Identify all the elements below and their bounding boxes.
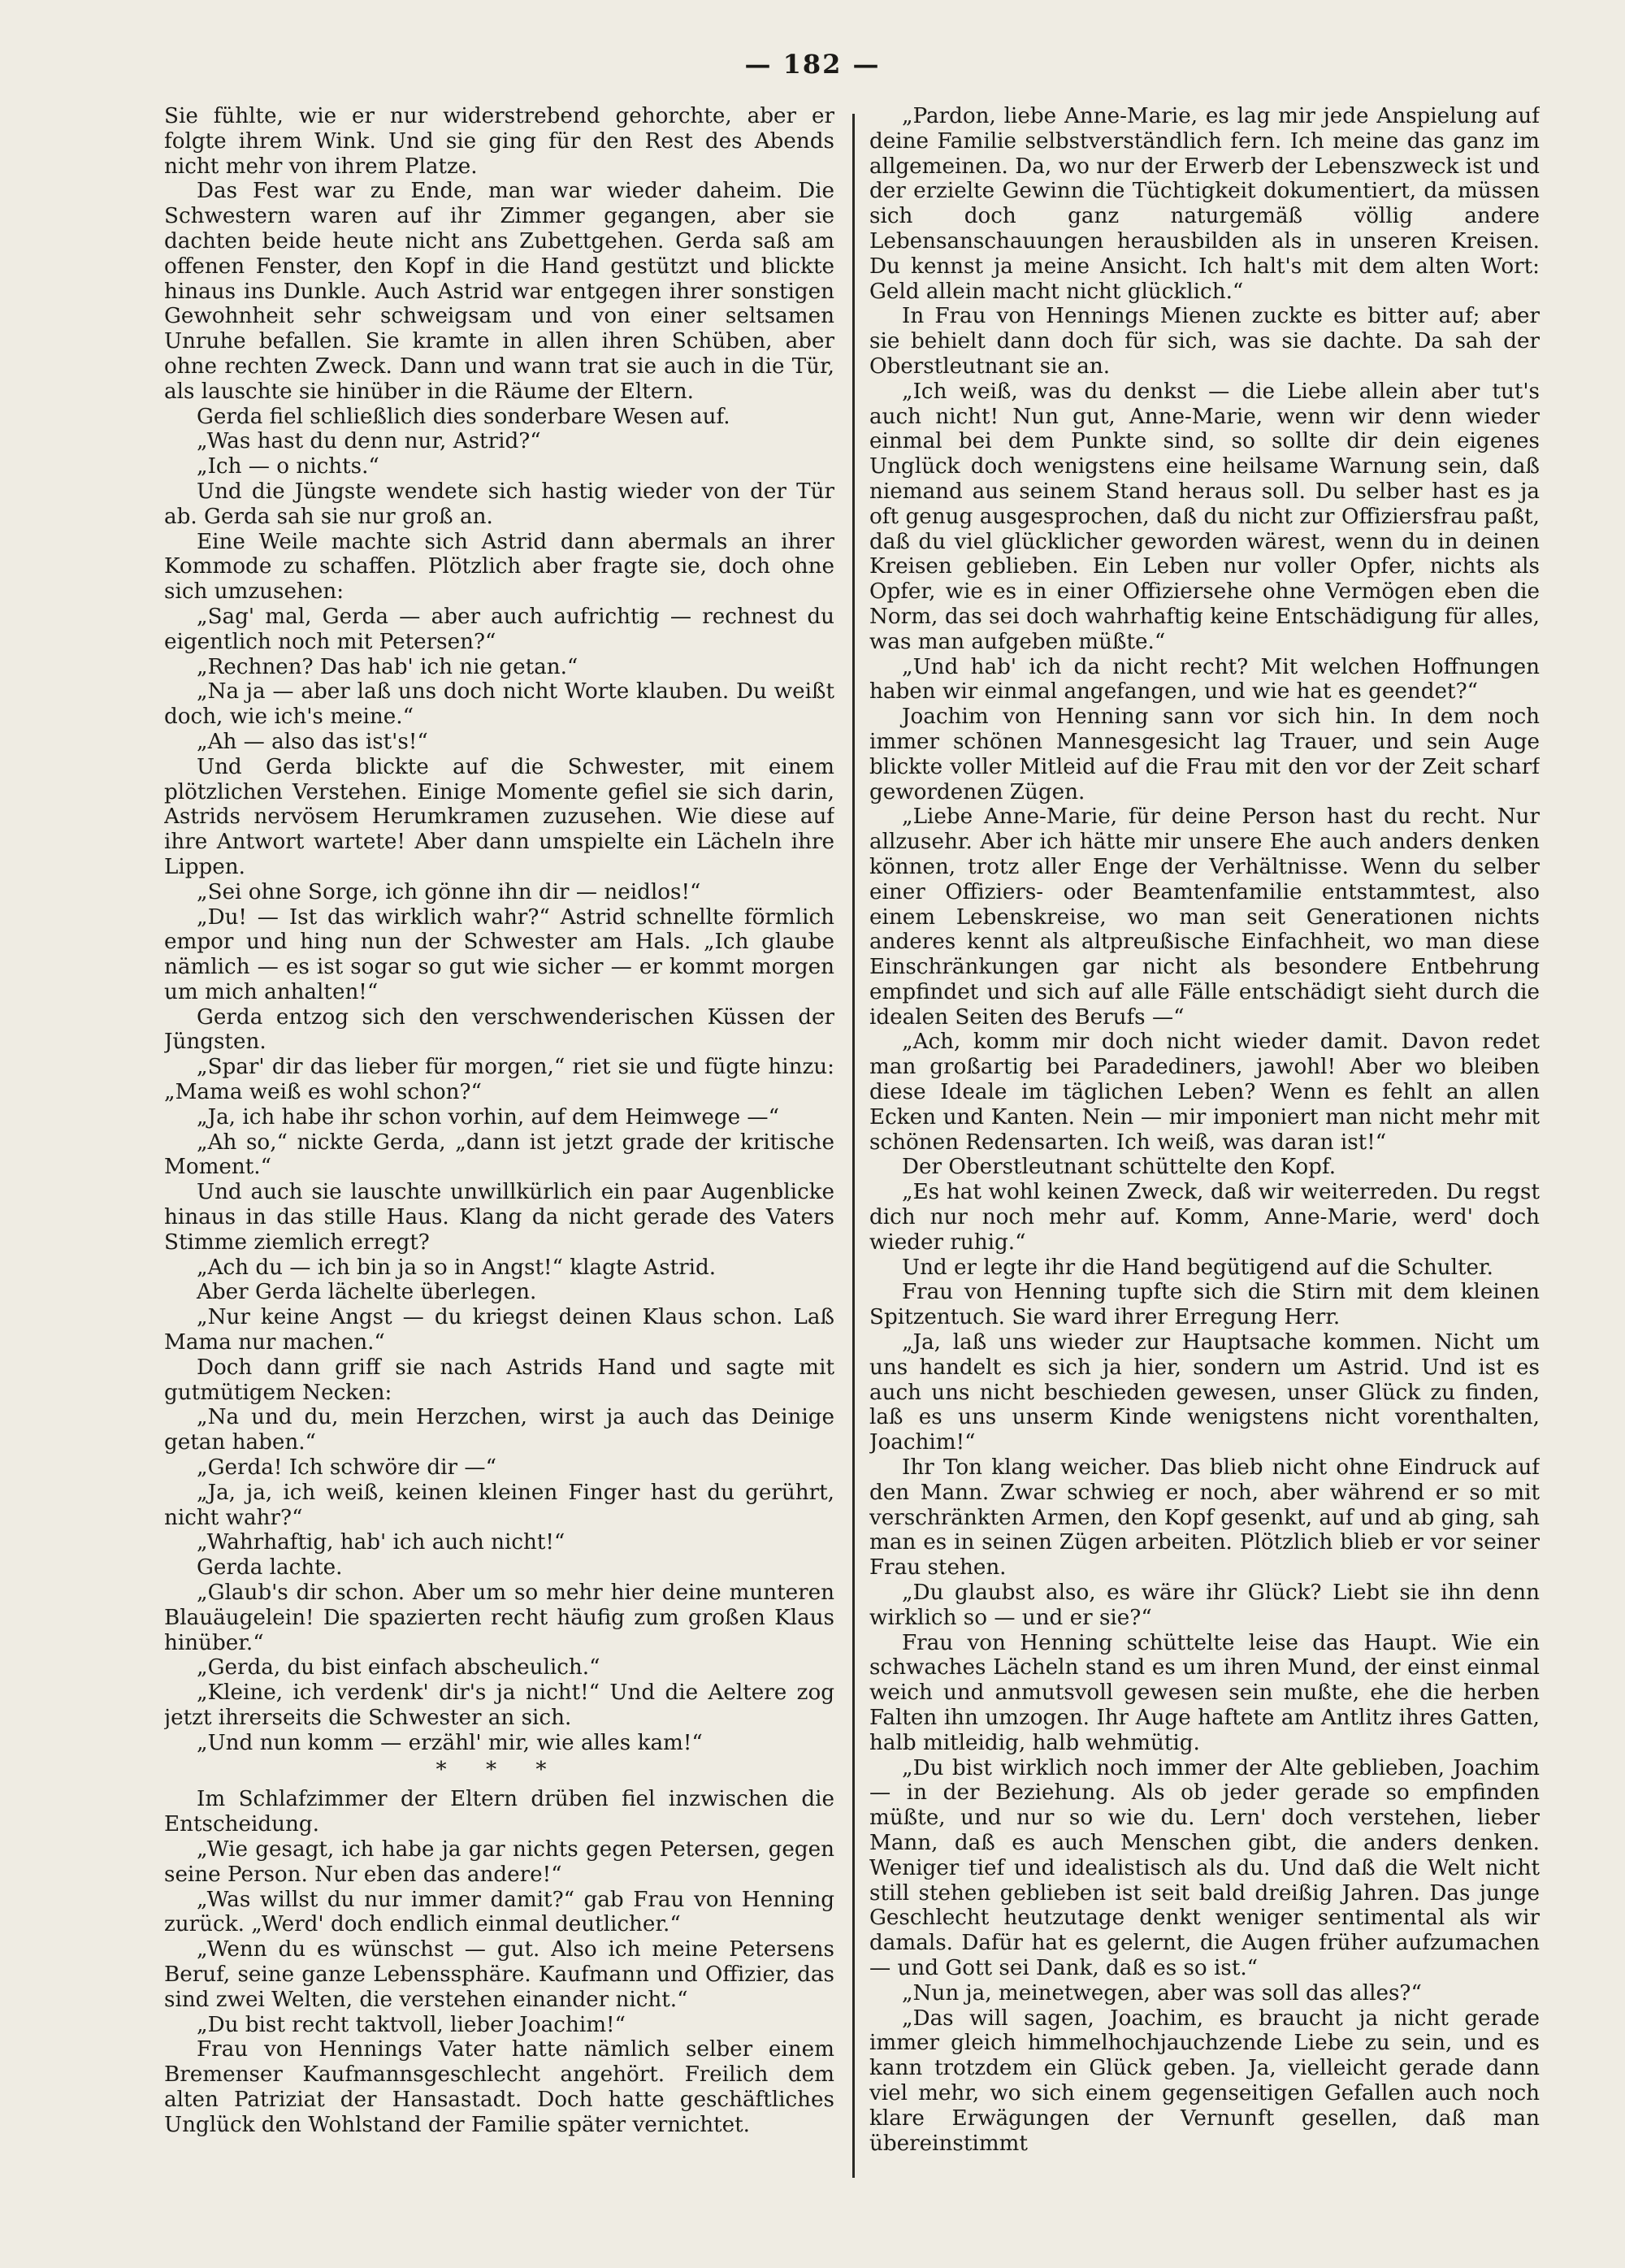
paragraph: Und er legte ihr die Hand begütigend auf die Schulter. (902, 1255, 1493, 1280)
page-number: — 182 — (744, 49, 881, 80)
paragraph: Sie fühlte, wie er nur widerstrebend gehorchte, aber er folgte ihrem Wink. Und sie ging für den Rest des Abends nicht mehr von ihrem Platze. (164, 104, 834, 179)
paragraph: „Ja, laß uns wieder zur Hauptsache kommen. Nicht um uns handelt es sich ja hier, sondern um Astrid. Und ist es auch uns nicht beschieden gewesen, unser Glück zu finden, laß es uns unserm Kinde wenigstens nicht vorenthalten, Joachim!“ (869, 1330, 1540, 1455)
paragraph: „Du! — Ist das wirklich wahr?“ Astrid schnellte förmlich empor und hing nun der Schwester am Hals. „Ich glaube nämlich — es ist sogar so gut wie sicher — er kommt morgen um mich anhalten!“ (164, 904, 834, 1004)
paragraph: „Kleine, ich verdenk' dir's ja nicht!“ Und die Aeltere zog jetzt ihrerseits die Schwester an sich. (164, 1680, 834, 1730)
paragraph: „Es hat wohl keinen Zweck, daß wir weiterreden. Du regst dich nur noch mehr auf. Komm, Anne-Marie, werd' doch wieder ruhig.“ (869, 1180, 1540, 1255)
paragraph: Gerda entzog sich den verschwenderischen Küssen der Jüngsten. (164, 1004, 834, 1055)
paragraph: Ihr Ton klang weicher. Das blieb nicht ohne Eindruck auf den Mann. Zwar schwieg er noch, aber während er so mit verschränkten Armen, den Kopf gesenkt, auf und ab ging, sah man es in seinen Zügen arbeiten. Plötzlich blieb er vor seiner Frau stehen. (869, 1455, 1540, 1581)
paragraph: „Na und du, mein Herzchen, wirst ja auch das Deinige getan haben.“ (164, 1405, 834, 1455)
paragraph: Doch dann griff sie nach Astrids Hand und sagte mit gutmütigem Necken: (164, 1355, 834, 1405)
paragraph: Der Oberstleutnant schüttelte den Kopf. (902, 1155, 1337, 1180)
paragraph: „Ich — o nichts.“ (197, 454, 379, 479)
paragraph: Im Schlafzimmer der Eltern drüben fiel inzwischen die Entscheidung. (164, 1787, 834, 1837)
paragraph: „Liebe Anne-Marie, für deine Person hast du recht. Nur allzusehr. Aber ich hätte mir unsere Ehe auch anders denken können, trotz aller Enge der Verhältnisse. Wenn du selber einer Offiziers- oder Beamtenfamilie entstammtest, also einem Lebenskreise, wo man seit Generationen nichts anderes kennt als altpreußische Einfachheit, wo man diese Einschränkungen gar nicht als besondere Entbehrung empfindet und sich auf alle Fälle entschädigt sieht durch die idealen Seiten des Berufs —“ (869, 804, 1540, 1030)
section-separator: * * * (436, 1757, 563, 1782)
paragraph: Das Fest war zu Ende, man war wieder daheim. Die Schwestern waren auf ihr Zimmer gegangen, aber sie dachten beide heute nicht ans Zubettgehen. Gerda saß am offenen Fenster, den Kopf in die Hand gestützt und blickte hinaus ins Dunkle. Auch Astrid war entgegen ihrer sonstigen Gewohnheit sehr schweigsam und von einer seltsamen Unruhe befallen. Sie kramte in allen ihren Schüben, aber ohne rechten Zweck. Dann und wann trat sie auch in die Tür, als lauschte sie hinüber in die Räume der Eltern. (164, 179, 834, 404)
paragraph: „Du glaubst also, es wäre ihr Glück? Liebt sie ihn denn wirklich so — und er sie?“ (869, 1581, 1540, 1630)
paragraph: „Glaub's dir schon. Aber um so mehr hier deine munteren Blauäugelein! Die spazierten recht häufig zum großen Klaus hinüber.“ (164, 1581, 834, 1655)
paragraph: „Ich weiß, was du denkst — die Liebe allein aber tut's auch nicht! Nun gut, Anne-Marie, wenn wir denn wieder einmal bei dem Punkte sind, so sollte dir dein eigenes Unglück doch wenigstens eine heilsame Warnung sein, daß niemand aus seinem Stand heraus soll. Du selber hast es ja oft genug ausgesprochen, daß du nicht zur Offiziersfrau paßt, daß du viel glücklicher geworden wärest, wenn du in deinen Kreisen geblieben. Ein Leben nur voller Opfer, nichts als Opfer, wie es in einer Offiziersehe ohne Vermögen eben die Norm, das sei doch wahrhaftig keine Entschädigung für alles, was man aufgeben müßte.“ (869, 379, 1540, 654)
paragraph: „Du bist wirklich noch immer der Alte geblieben, Joachim — in der Beziehung. Als ob jeder gerade so empfinden müßte, und nur so wie du. Lern' doch verstehen, lieber Mann, daß es auch Menschen gibt, die anders denken. Weniger tief und idealistisch als du. Und daß die Welt nicht still stehen geblieben ist seit bald dreißig Jahren. Das junge Geschlecht heutzutage denkt weniger sentimental als wir damals. Dafür hat es gelernt, die Augen früher aufzumachen — und Gott sei Dank, daß es so ist.“ (869, 1755, 1540, 1980)
paragraph: „Wenn du es wünschst — gut. Also ich meine Petersens Beruf, seine ganze Lebenssphäre. Kaufmann und Offizier, das sind zwei Welten, die verstehen einander nicht.“ (164, 1937, 834, 2012)
paragraph: „Rechnen? Das hab' ich nie getan.“ (197, 654, 578, 679)
paragraph: Und die Jüngste wendete sich hastig wieder von der Tür ab. Gerda sah sie nur groß an. (164, 479, 834, 529)
paragraph: „Das will sagen, Joachim, es braucht ja nicht gerade immer gleich himmelhochjauchzende Liebe zu sein, und es kann trotzdem ein Glück geben. Ja, vielleicht gerade dann viel mehr, wo sich einem gegenseitigen Gefallen auch noch klare Erwägungen der Vernunft gesellen, daß man übereinstimmt (869, 2006, 1540, 2156)
paragraph: „Was willst du nur immer damit?“ gab Frau von Henning zurück. „Werd' doch endlich einmal deutlicher.“ (164, 1887, 834, 1937)
paragraph: „Ach, komm mir doch nicht wieder damit. Davon redet man großartig bei Paradediners, jawohl! Aber wo bleiben diese Ideale im täglichen Leben? Wenn es fehlt an allen Ecken und Kanten. Nein — mir imponiert man nicht mehr mit schönen Redensarten. Ich weiß, was daran ist!“ (869, 1030, 1540, 1155)
paragraph: Aber Gerda lächelte überlegen. (197, 1280, 537, 1305)
paragraph: „Und hab' ich da nicht recht? Mit welchen Hoffnungen haben wir einmal angefangen, und wie hat es geendet?“ (869, 654, 1540, 705)
paragraph: Gerda lachte. (197, 1555, 343, 1581)
paragraph: „Sei ohne Sorge, ich gönne ihn dir — neidlos!“ (197, 879, 701, 904)
paragraph: Frau von Hennings Vater hatte nämlich selber einem Bremenser Kaufmannsgeschlecht angehört. Freilich dem alten Patriziat der Hansastadt. Doch hatte geschäftliches Unglück den Wohlstand der Familie später vernichtet. (164, 2037, 834, 2137)
paragraph: Frau von Henning schüttelte leise das Haupt. Wie ein schwaches Lächeln stand es um ihren Mund, der einst einmal weich und anmutsvoll gewesen sein mußte, ehe die herben Falten ihn umzogen. Ihr Auge haftete am Antlitz ihres Gatten, halb mitleidig, halb wehmütig. (869, 1630, 1540, 1755)
paragraph: Gerda fiel schließlich dies sonderbare Wesen auf. (197, 404, 730, 429)
paragraph: „Du bist recht taktvoll, lieber Joachim!“ (197, 2012, 626, 2037)
paragraph: „Nur keine Angst — du kriegst deinen Klaus schon. Laß Mama nur machen.“ (164, 1305, 834, 1355)
paragraph: „Wie gesagt, ich habe ja gar nichts gegen Petersen, gegen seine Person. Nur eben das andere!“ (164, 1837, 834, 1887)
paragraph: „Ah so,“ nickte Gerda, „dann ist jetzt grade der kritische Moment.“ (164, 1130, 834, 1180)
paragraph: Und auch sie lauschte unwillkürlich ein paar Augenblicke hinaus in das stille Haus. Klang da nicht gerade des Vaters Stimme ziemlich erregt? (164, 1180, 834, 1255)
paragraph: „Spar' dir das lieber für morgen,“ riet sie und fügte hinzu: „Mama weiß es wohl schon?“ (164, 1055, 834, 1105)
paragraph: „Und nun komm — erzähl' mir, wie alles kam!“ (197, 1730, 703, 1755)
paragraph: „Nun ja, meinetwegen, aber was soll das alles?“ (902, 1980, 1422, 2006)
paragraph: „Ja, ich habe ihr schon vorhin, auf dem Heimwege —“ (197, 1104, 779, 1130)
column-divider (852, 114, 855, 2178)
paragraph: „Pardon, liebe Anne-Marie, es lag mir jede Anspielung auf deine Familie selbstverständlich fern. Ich meine das ganz im allgemeinen. Da, wo nur der Erwerb der Lebenszweck ist und der erzielte Gewinn die Tüchtigkeit dokumentiert, da müssen sich doch ganz naturgemäß völlig andere Lebensanschauungen herausbilden als in unseren Kreisen. Du kennst ja meine Ansicht. Ich halt's mit dem alten Wort: Geld allein macht nicht glücklich.“ (869, 104, 1540, 304)
paragraph: Joachim von Henning sann vor sich hin. In dem noch immer schönen Mannesgesicht lag Trauer, und sein Auge blickte voller Mitleid auf die Frau mit den vor der Zeit scharf gewordenen Zügen. (869, 705, 1540, 804)
paragraph: Eine Weile machte sich Astrid dann abermals an ihrer Kommode zu schaffen. Plötzlich aber fragte sie, doch ohne sich umzusehen: (164, 529, 834, 605)
paragraph: „Ah — also das ist's!“ (197, 729, 428, 754)
left-column (164, 104, 834, 2233)
paragraph: „Was hast du denn nur, Astrid?“ (197, 429, 541, 454)
paragraph: „Gerda! Ich schwöre dir —“ (197, 1455, 496, 1481)
paragraph: „Wahrhaftig, hab' ich auch nicht!“ (197, 1530, 566, 1555)
right-column (869, 104, 1540, 2233)
paragraph: „Na ja — aber laß uns doch nicht Worte klauben. Du weißt doch, wie ich's meine.“ (164, 679, 834, 730)
paragraph: Und Gerda blickte auf die Schwester, mit einem plötzlichen Verstehen. Einige Momente gefiel sie sich darin, Astrids nervösem Herumkramen zuzusehen. Wie diese auf ihre Antwort wartete! Aber dann umspielte ein Lächeln ihre Lippen. (164, 754, 834, 879)
paragraph: „Sag' mal, Gerda — aber auch aufrichtig — rechnest du eigentlich noch mit Petersen?“ (164, 604, 834, 654)
paragraph: „Ja, ja, ich weiß, keinen kleinen Finger hast du gerührt, nicht wahr?“ (164, 1480, 834, 1530)
paragraph: „Ach du — ich bin ja so in Angst!“ klagte Astrid. (197, 1255, 717, 1280)
paragraph: In Frau von Hennings Mienen zuckte es bitter auf; aber sie behielt dann doch für sich, was sie dachte. Da sah der Oberstleutnant sie an. (869, 304, 1540, 379)
paragraph: „Gerda, du bist einfach abscheulich.“ (197, 1655, 600, 1680)
paragraph: Frau von Henning tupfte sich die Stirn mit dem kleinen Spitzentuch. Sie ward ihrer Erregung Herr. (869, 1280, 1540, 1330)
